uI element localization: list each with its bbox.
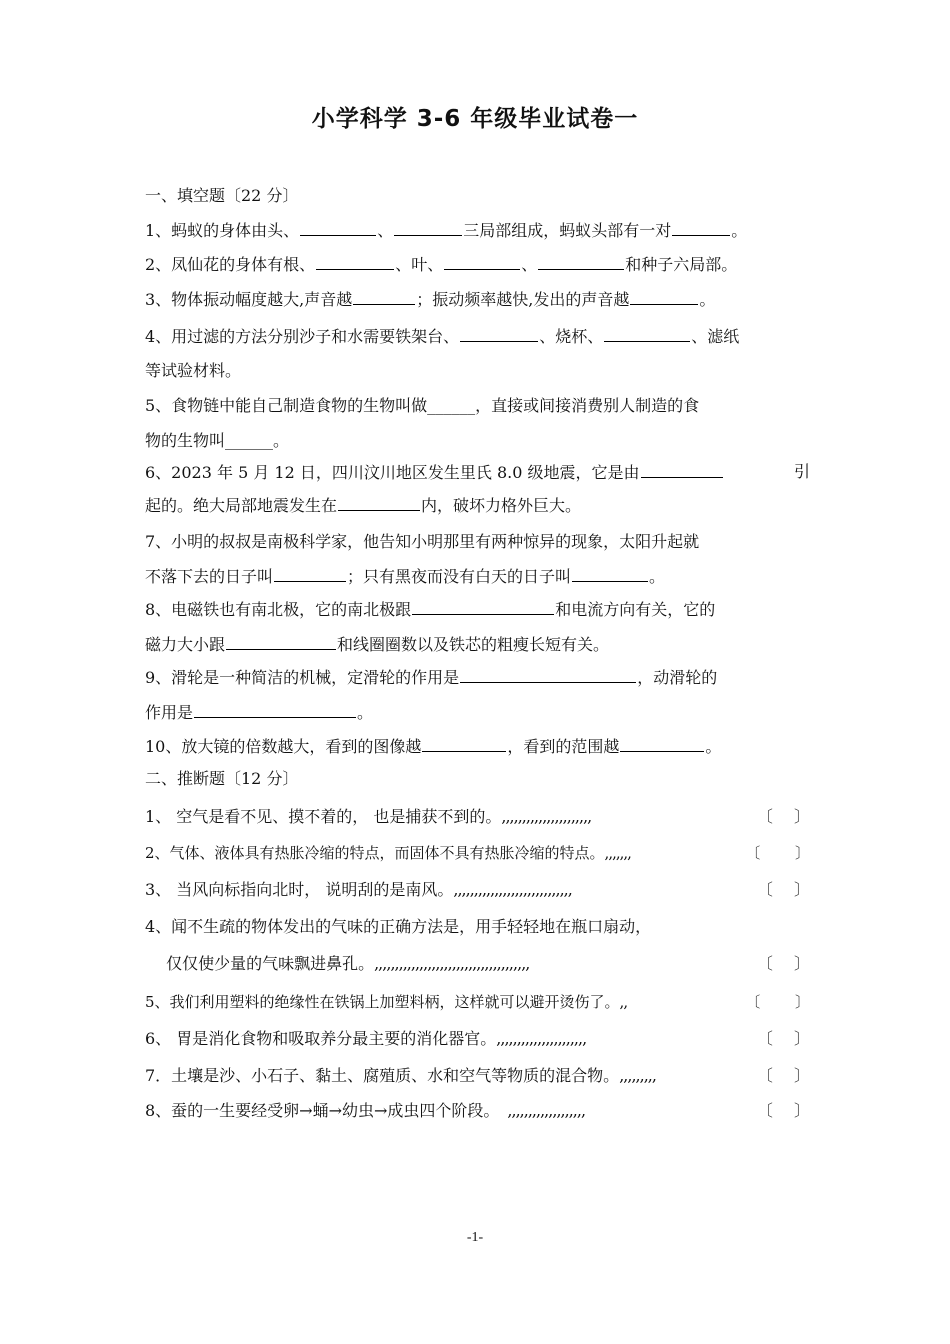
tf-item-4-cont: 仅仅使少量的气味飘进鼻孔。,,,,,,,,,,,,,,,,,,,,,,,,,,,,,,,,,,,,,, 〔 〕 <box>145 954 810 973</box>
answer-bracket[interactable]: 〔 〕 <box>756 1101 810 1120</box>
blank[interactable] <box>412 598 554 615</box>
section1-heading: 一、填空题〔22 分〕 <box>145 186 299 205</box>
q10: 10、放大镜的倍数越大，看到的图像越 ，看到的范围越 。 <box>145 737 722 756</box>
tf-item-5: 5、我们利用塑料的绝缘性在铁锅上加塑料柄，这样就可以避开烫伤了。,, 〔 〕 <box>145 993 810 1011</box>
q8: 8、电磁铁也有南北极，它的南北极跟 和电流方向有关，它的 <box>145 600 716 619</box>
tf-item-2: 2、气体、液体具有热胀冷缩的特点，而固体不具有热胀冷缩的特点。,,,,,,, 〔 〕 <box>145 844 810 862</box>
answer-bracket[interactable]: 〔 〕 <box>756 954 810 973</box>
page-number: -1- <box>466 1230 484 1245</box>
blank[interactable] <box>572 565 648 582</box>
blank[interactable] <box>274 565 346 582</box>
blank[interactable] <box>620 735 704 752</box>
q7-line2: 不落下去的日子叫 ；只有黑夜而没有白天的日子叫 。 <box>145 567 666 586</box>
q7-line1: 7、小明的叔叔是南极科学家，他告知小明那里有两种惊异的现象，太阳升起就 <box>145 532 700 551</box>
answer-bracket[interactable]: 〔 〕 <box>745 993 810 1011</box>
blank[interactable] <box>604 325 690 342</box>
tf-item-1: 1、 空气是看不见、摸不着的， 也是捕获不到的。,,,,,,,,,,,,,,,,,,,,,, 〔 〕 <box>145 807 810 826</box>
q9: 9、滑轮是一种简洁的机械，定滑轮的作用是 ，动滑轮的 <box>145 668 718 687</box>
answer-bracket[interactable]: 〔 〕 <box>756 807 810 826</box>
q2: 2、凤仙花的身体有根、 、叶、 、 和种子六局部。 <box>145 255 738 274</box>
blank[interactable] <box>338 494 420 511</box>
tf-item-7: 7．土壤是沙、小石子、黏土、腐殖质、水和空气等物质的混合物。,,,,,,,,, 〔 〕 <box>145 1066 810 1085</box>
section2-heading: 二、推断题〔12 分〕 <box>145 769 299 788</box>
q1: 1、蚂蚁的身体由头、 、 三局部组成，蚂蚁头部有一对 。 <box>145 221 748 240</box>
blank[interactable] <box>394 219 462 236</box>
blank[interactable] <box>630 288 698 305</box>
blank[interactable] <box>353 288 415 305</box>
q5-line2: 物的生物叫______。 <box>145 431 290 450</box>
blank[interactable] <box>422 735 506 752</box>
blank[interactable] <box>460 666 636 683</box>
q3: 3、物体振动幅度越大,声音越 ；振动频率越快,发出的声音越 。 <box>145 290 716 309</box>
blank[interactable] <box>641 461 723 478</box>
tf-item-3: 3、 当风向标指向北时， 说明刮的是南风。,,,,,,,,,,,,,,,,,,,,,,,,,,,,, 〔 〕 <box>145 880 810 899</box>
blank[interactable] <box>226 633 336 650</box>
answer-bracket[interactable]: 〔 〕 <box>745 844 810 862</box>
tf-item-4: 4、闻不生疏的物体发出的气味的正确方法是，用手轻轻地在瓶口扇动， <box>145 917 652 936</box>
q6-line2: 起的。绝大局部地震发生在 内，破坏力格外巨大。 <box>145 496 582 515</box>
blank[interactable] <box>316 253 394 270</box>
answer-bracket[interactable]: 〔 〕 <box>756 1066 810 1085</box>
answer-bracket[interactable]: 〔 〕 <box>756 1029 810 1048</box>
blank[interactable] <box>538 253 624 270</box>
q4: 4、用过滤的方法分别沙子和水需要铁架台、 、烧杯、 、滤纸 <box>145 327 740 346</box>
q8-line2: 磁力大小跟 和线圈圈数以及铁芯的粗瘦长短有关。 <box>145 635 610 654</box>
blank[interactable] <box>194 701 356 718</box>
q4-line2: 等试验材料。 <box>145 361 242 380</box>
blank[interactable] <box>300 219 376 236</box>
tf-item-6: 6、 胃是消化食物和吸取养分最主要的消化器官。,,,,,,,,,,,,,,,,,,,,,, 〔 〕 <box>145 1029 810 1048</box>
blank[interactable] <box>444 253 520 270</box>
q9-line2: 作用是 。 <box>145 703 374 722</box>
q6: 6、2023 年 5 月 12 日，四川汶川地区发生里氏 8.0 级地震，它是由 引 <box>145 462 810 482</box>
blank[interactable] <box>460 325 538 342</box>
answer-bracket[interactable]: 〔 〕 <box>756 880 810 899</box>
tf-item-8: 8、蚕的一生要经受卵→蛹→幼虫→成虫四个阶段。 ,,,,,,,,,,,,,,,,,,, 〔 〕 <box>145 1101 810 1120</box>
blank[interactable] <box>672 219 730 236</box>
q5-line1: 5、食物链中能自己制造食物的生物叫做______，直接或间接消费别人制造的食 <box>145 396 700 415</box>
page-title: 小学科学 3-6 年级毕业试卷一 <box>311 106 639 132</box>
